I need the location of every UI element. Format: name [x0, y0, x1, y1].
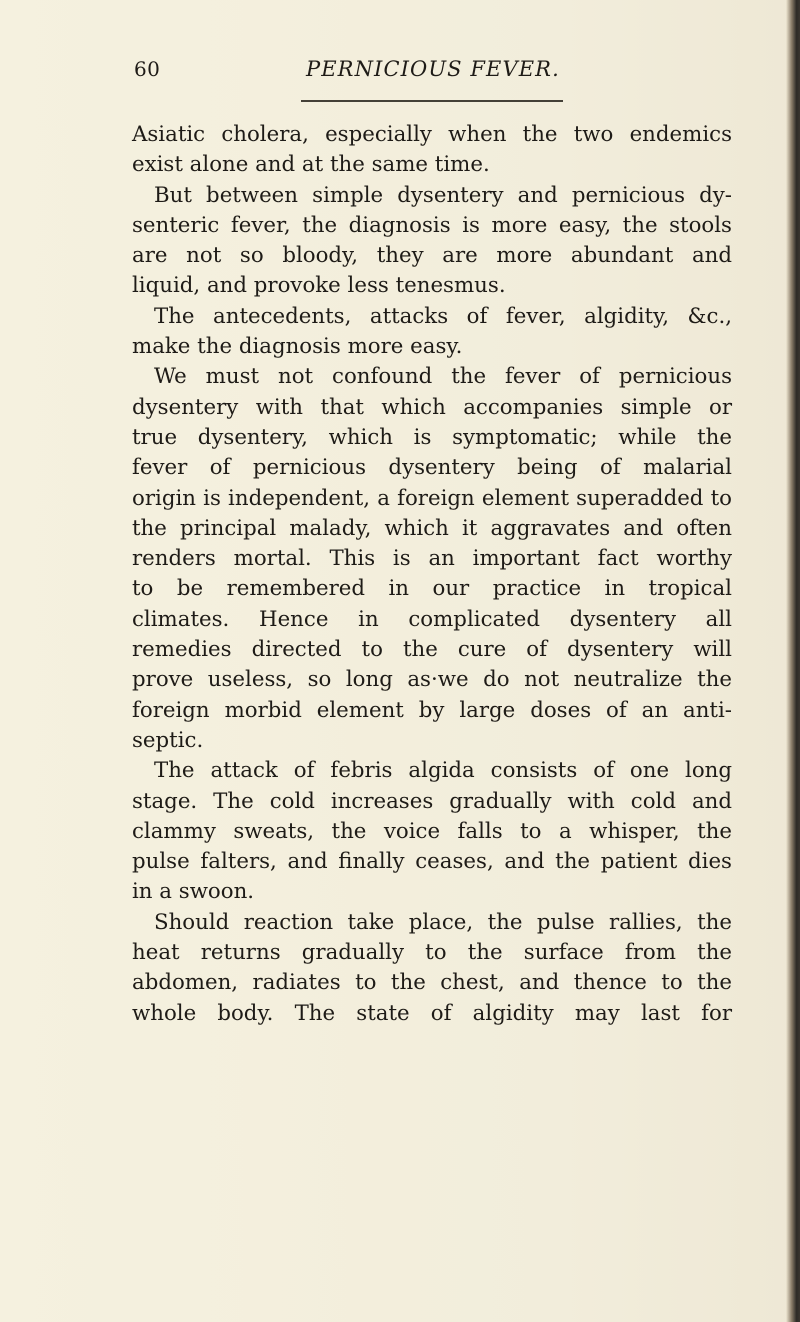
page-number: 60 [134, 57, 161, 81]
text-line: to be remembered in our practice in tropical [132, 576, 732, 602]
text-line: pulse falters, and finally ceases, and the patient dies [132, 849, 732, 875]
text-line: true dysentery, which is symptomatic; while the [132, 424, 732, 450]
text-line: dysentery with that which accompanies simple or [132, 394, 732, 420]
text-line: stage. The cold increases gradually with cold and [132, 788, 732, 814]
text-line: renders mortal. This is an important fact worthy [132, 546, 732, 572]
text-line: are not so bloody, they are more abundant and [132, 243, 732, 269]
text-line: abdomen, radiates to the chest, and thence to the [132, 970, 732, 996]
text-line: Should reaction take place, the pulse rallies, the [154, 909, 732, 935]
text-line: prove useless, so long as·we do not neutralize the [132, 667, 732, 693]
text-line: origin is independent, a foreign element superadded to [132, 485, 732, 511]
page-edge-shadow [786, 0, 800, 1322]
text-line: heat returns gradually to the surface from the [132, 940, 732, 966]
page-header [0, 55, 800, 95]
header-rule [301, 100, 563, 102]
text-line: make the diagnosis more easy. [132, 334, 463, 360]
text-line: septic. [132, 727, 204, 753]
text-line: foreign morbid element by large doses of an anti- [132, 697, 732, 723]
text-line: in a swoon. [132, 879, 255, 905]
text-line: Asiatic cholera, especially when the two endemics [132, 122, 732, 147]
text-line: We must not confound the fever of pernicious [154, 364, 732, 390]
text-line: climates. Hence in complicated dysentery all [132, 606, 732, 632]
text-line: liquid, and provoke less tenesmus. [132, 273, 506, 299]
text-line: the principal malady, which it aggravates and often [132, 515, 732, 541]
text-line: remedies directed to the cure of dysentery will [132, 637, 732, 663]
body-text [132, 120, 732, 1029]
running-title: PERNICIOUS FEVER. [306, 57, 560, 81]
text-line: clammy sweats, the voice falls to a whisper, the [132, 818, 732, 844]
text-line: The attack of febris algida consists of one long [154, 758, 732, 784]
text-line: whole body. The state of algidity may last for [132, 1000, 732, 1026]
text-line: The antecedents, attacks of fever, algidity, &c., [154, 303, 732, 329]
text-line: exist alone and at the same time. [132, 152, 490, 178]
text-line: senteric fever, the diagnosis is more easy, the stools [132, 212, 732, 238]
text-line: But between simple dysentery and pernicious dy- [154, 182, 732, 208]
text-line: fever of pernicious dysentery being of malarial [132, 455, 732, 481]
